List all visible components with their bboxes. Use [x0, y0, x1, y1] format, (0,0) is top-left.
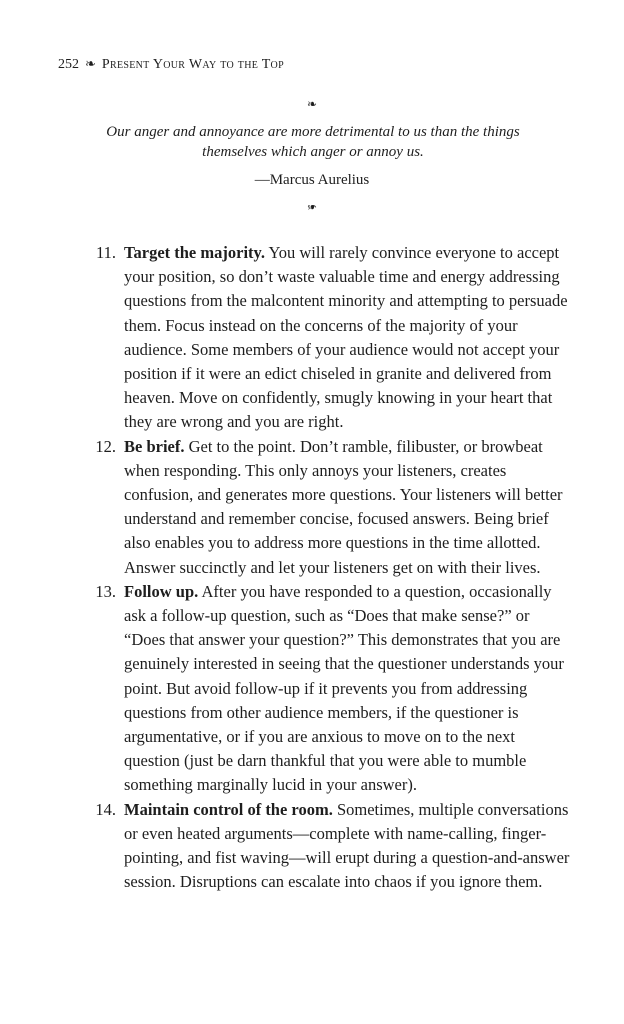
- list-item: [95, 580, 572, 798]
- running-header: [58, 56, 284, 73]
- ornament-bottom-icon: ❧: [306, 200, 318, 214]
- item-number: 13.: [95, 581, 116, 601]
- item-body: After you have responded to a question, occasionally ask a follow-up question, such as “Does that make sense?” or “Does that answer your question?” This demonstrates that you are genuinely interested in seeing that the questioner understands your point. But avoid follow-up if it prevents you from addressing questions from other audience members, if the questioner is argumentative, or if you are anxious to move on to the next question (just be darn thankful that you were able to mumble something marginally lucid in your answer).: [124, 581, 564, 795]
- item-body: You will rarely convince everyone to accept your position, so don’t waste valuable time and energy addressing questions from the malcontent minority and attempting to persuade them. Focus instead on the concerns of the majority of your audience. Some members of your audience would not accept your position if it were an edict chiseled in granite and delivered from heaven. Move on confidently, smugly knowing in your heart that they are wrong and you are right.: [124, 243, 568, 432]
- ornament-top-icon: ❧: [306, 97, 318, 111]
- item-heading: Follow up.: [124, 581, 199, 601]
- list-item: [95, 798, 572, 895]
- epigraph-quote: Our anger and annoyance are more detrimental to us than the things themselves which anger or annoy us.: [106, 124, 520, 160]
- item-body: Sometimes, multiple conversations or even heated arguments—complete with name-calling, finger-pointing, and fist waving—will erupt during a question-and-answer session. Disruptions can escalate into chaos if you ignore them.: [124, 799, 570, 892]
- item-number: 11.: [95, 243, 116, 262]
- numbered-list: [95, 241, 572, 894]
- item-number: 14.: [95, 799, 116, 819]
- book-title: Present Your Way to the Top: [101, 57, 284, 72]
- item-number: 12.: [95, 436, 116, 456]
- list-item: [95, 241, 572, 435]
- item-heading: Maintain control of the room.: [124, 799, 333, 819]
- fleuron-icon: ❧: [85, 56, 96, 71]
- item-heading: Target the majority.: [124, 243, 265, 262]
- list-item: [95, 435, 572, 580]
- item-body: Get to the point. Don’t ramble, filibuster, or browbeat when responding. This only annoys your listeners, creates confusion, and generates more questions. Your listeners will better understand and remember concise, focused answers. Being brief also enables you to address more questions in the time allotted. Answer succinctly and let your listeners get on with their lives.: [124, 436, 563, 577]
- epigraph-attribution: —Marcus Aurelius: [254, 172, 370, 188]
- item-heading: Be brief.: [124, 436, 185, 456]
- page-number: 252: [58, 57, 79, 72]
